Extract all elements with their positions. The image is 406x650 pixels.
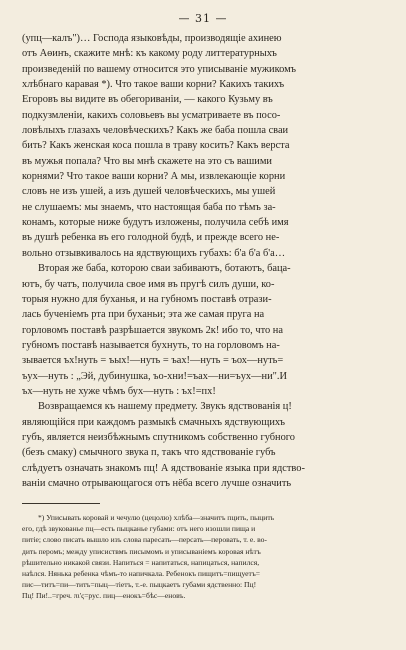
body-line: лась бученіемъ рта при буханьи; эта же самая пруга на [22,309,265,321]
body-line: губномъ поставѣ называется бухнуть, то на горловомъ на- [22,339,280,351]
body-line: словъ не изъ ушей, а изъ душей человѣческихъ, мы ушей [22,186,276,198]
footnote-line: его, гдѣ звукованье пц—есть пыцканье губами: отъ него изошли пища и [22,524,256,534]
footnote-divider [22,503,100,504]
body-line: губъ, является неизбѣжнымъ спутникомъ собственно губного [22,431,296,443]
body-line: ъх—нуть не хуже чѣмъ бух—нуть : ъх!=пх! [22,385,216,397]
body-line: ловѣлыхъ глазахъ человѣческихъ? Какъ же баба пошла сваи [22,125,289,137]
body-line: конамъ, которые ниже будутъ изложены, получила себѣ имя [22,217,289,229]
body-line: бить? Какъ женская коса пошла в траву косить? Какъ верста [22,140,290,152]
body-line: горловомъ поставѣ разрѣшается звукомъ 2к! ибо то, что на [22,324,283,336]
body-line: зывается ъх!нуть = ъых!—нуть = ъах!—нуть = ъох—нуть= [22,355,284,367]
body-line: торыя нужно для буханья, и на губномъ поставѣ отрази- [22,293,272,305]
body-line: (безъ смаку) смычного звука п, такъ что ядствованіе губъ [22,447,276,459]
body-line: ваніи смачно отрывающагося отъ нёба всего лучше означить [22,477,292,489]
body-line: корнями? Что такое ваши корни? А мы, извлекающіе корни [22,171,286,183]
body-line: не слушаемъ: мы знаемъ, что настоящая баба по тѣмъ за- [22,201,276,213]
footnote-line: рѣшительно никакой связи. Напиться = напитаться, напицаться, напился, [22,557,260,567]
footnote-line: Пц! Пи!..=греч. πι'ς=рус. пиц—енокъ=бѣс—еновъ. [22,591,186,601]
body-line: Возвращаемся къ нашему предмету. Звукъ ядствованія ц! [38,401,292,413]
footnote-line: *) Уписывать коровай и чечулю (цецолю) хлѣба—значитъ пцить, пыцить [38,513,275,522]
body-line: вольно отзывкивалось на ядствующихъ губахъ: б'а б'а б'а… [22,247,286,259]
body-line: Егоровъ вы видите въ обегориванiи, — какого Кузьму въ [22,94,273,106]
footnote-line: пис—титъ=пи—титъ=пыц—тіетъ, т.-е. пыцкаетъ губами ядственно: Пц! [22,580,257,590]
footnote-line: наѣлся. Нянька ребенка чѣмъ-то напичкала. Ребенокъ пищитъ=пищуетъ= [22,569,261,579]
body-line: въ мужья попала? Что вы мнѣ скажете на это съ вашими [22,155,272,167]
page-number: — 31 — [178,12,228,25]
body-line: (упц—калъ")… Господа языковѣды, производящіе ахинею [22,33,282,44]
body-text [22,31,384,491]
footnote-line: питіе; слово писать вышло изъ слова паресать—персать—перовать, т. е. во- [22,535,267,545]
body-line: ютъ, бу чатъ, получила свое имя въ пругѣ силъ души, ко- [22,278,275,290]
body-line: въ душѣ ребенка въ его голодной будѣ, и прежде всего не- [22,232,280,244]
body-line: Вторая же баба, которою сваи забиваютъ, ботаютъ, баца- [38,263,291,275]
footnote [22,512,384,602]
body-line: подкузмленіи, какихъ соловьевъ вы усматриваете въ посо- [22,109,281,121]
body-line: произведеній по вашему относится это уписыванiе мужикомъ [22,63,297,75]
body-line: слѣдуетъ означать знакомъ пц! А ядствованіе языка при ядство- [22,462,305,474]
body-line: ъух—нуть : „Эй, дубинушка, ъо-хни!=ъах—ни=ъух—ни".И [22,370,287,382]
footnote-line: дить перомъ; между уписиствмъ писымомъ и уписываніемъ коровая нѣтъ [22,546,261,556]
body-line: хлѣбнаго каравая *). Что такое ваши корни? Какихъ такихъ [22,79,285,91]
body-line: являющійся при каждомъ размыкѣ смачныхъ ядствующихъ [22,416,286,428]
body-line: отъ Аѳинъ, скажите мнѣ: къ какому роду литтературныхъ [22,48,277,60]
